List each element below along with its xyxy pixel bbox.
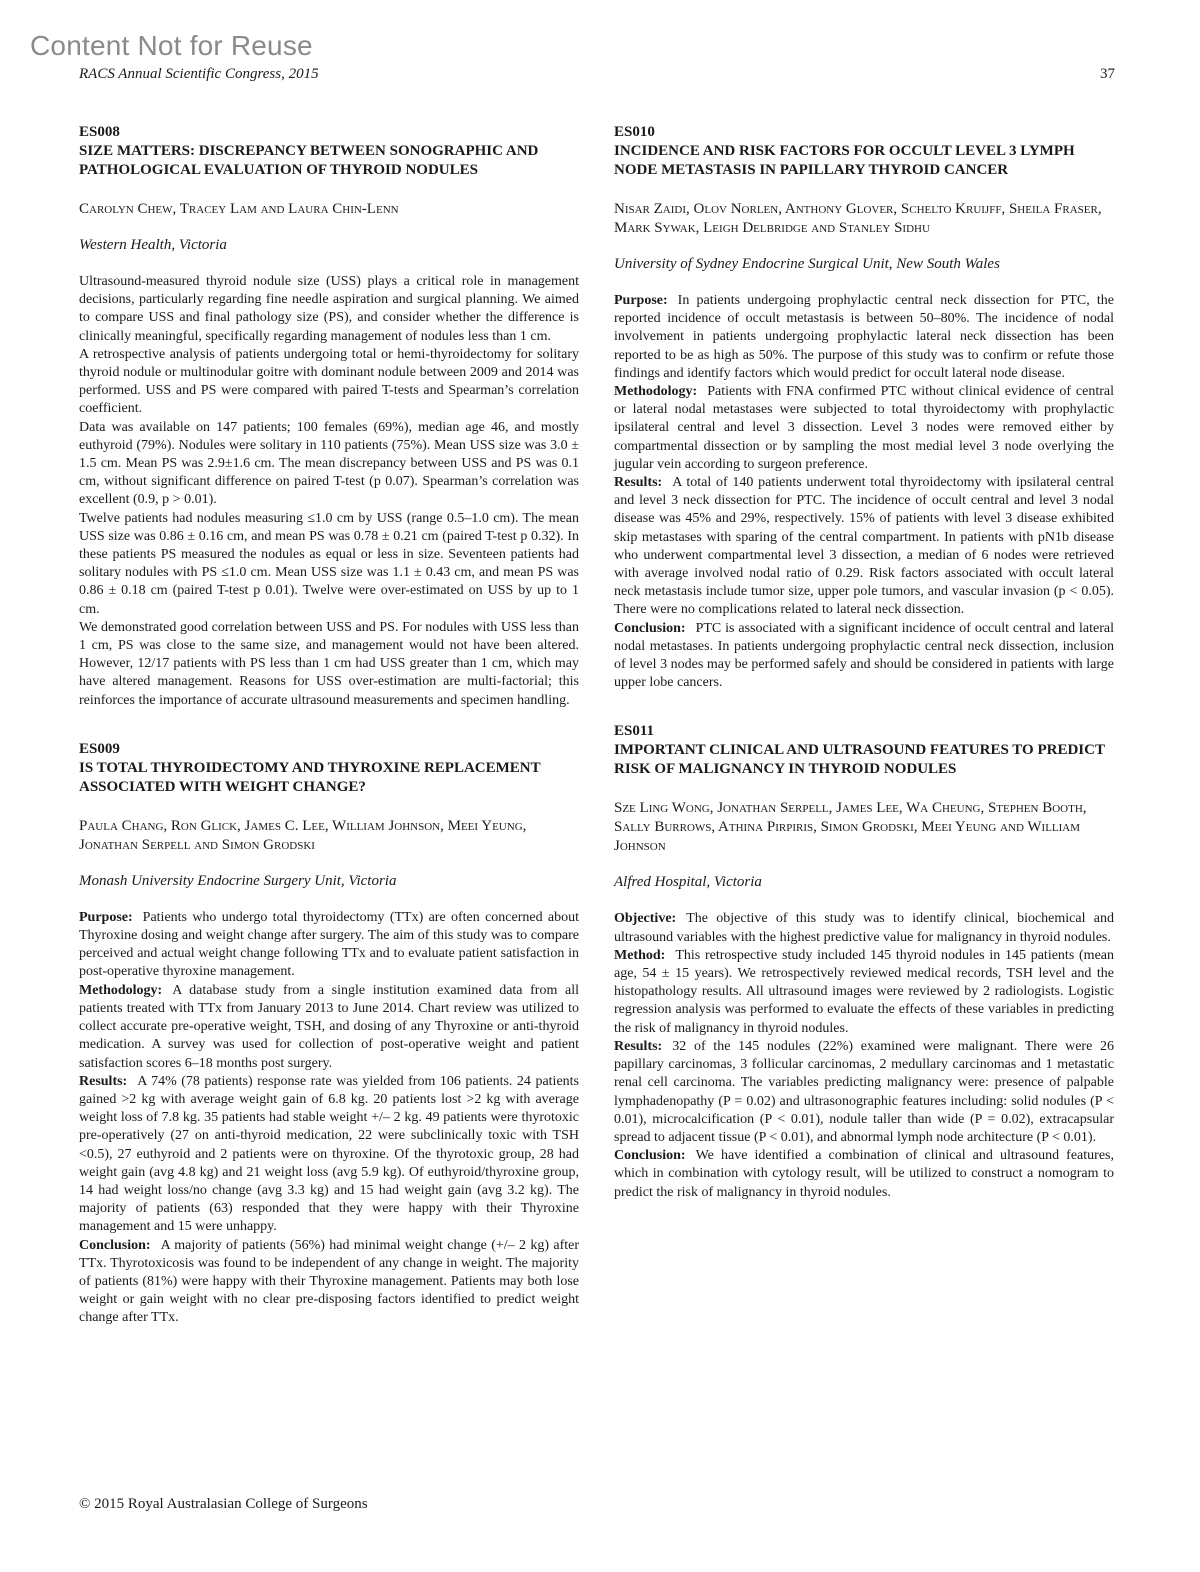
running-header: RACS Annual Scientific Congress, 2015 xyxy=(79,66,319,82)
abstract-authors: Nisar Zaidi, Olov Norlen, Anthony Glover, Schelto Kruijff, Sheila Fraser, Mark Sywak, Leigh Delbridge and Stanley Sidhu xyxy=(614,201,1102,236)
abstract-title: IMPORTANT CLINICAL AND ULTRASOUND FEATURES TO PREDICT RISK OF MALIGNANCY IN THYROID NODULES xyxy=(614,742,1105,778)
section-label: Results: xyxy=(79,1073,128,1089)
abstract-affiliation: Western Health, Victoria xyxy=(79,237,227,253)
abstract-body xyxy=(79,273,579,710)
section-text: A 74% (78 patients) response rate was yielded from 106 patients. 24 patients gained >2 kg with average weight gain of 6.8 kg. 20 patients lost >2 kg with average weight loss of 7.8 kg. 35 patients had stable weight +/– 2 kg. 49 patients were thyrotoxic pre-operatively (27 on anti-thyroid medication, 22 were subclinically toxic with TSH <0.5), 27 euthyroid and 2 patients were on thyroxine. Of the thyrotoxic group, 28 had weight gain (avg 4.8 kg) and 21 weight loss (avg 5.9 kg). Of euthyroid/thyroxine group, 14 had weight loss/no change (avg 3.3 kg) and 15 had weight gain (avg 3.2 kg). The majority of patients (63) responded that they were happy with their Thyroxine management and 15 were unhappy. xyxy=(79,1073,579,1235)
abstract-es009 xyxy=(79,740,579,1328)
abstract-section xyxy=(614,910,1114,946)
abstract-authors: Paula Chang, Ron Glick, James C. Lee, William Johnson, Meei Yeung, Jonathan Serpell and Simon Grodski xyxy=(79,817,527,853)
section-label: Conclusion: xyxy=(79,1237,151,1253)
abstract-section xyxy=(614,474,1114,620)
section-text: We have identified a combination of clinical and ultrasound features, which in combination with cytology result, will be utilized to construct a nomogram to predict the risk of malignancy in thyroid nodules. xyxy=(614,1148,1114,1200)
abstract-paragraph: Data was available on 147 patients; 100 females (69%), median age 46, and mostly euthyroid (79%). Nodules were solitary in 110 patients (75%). Mean USS size was 3.0 ± 1.5 cm. Mean PS was 2.9±1.6 cm. The mean discrepancy between USS and PS was 0.1 cm, without significant difference on paired T-test (p 0.07). Spearman’s correlation was excellent (0.9, p > 0.01). xyxy=(79,419,579,508)
left-column xyxy=(79,123,579,1358)
abstract-section xyxy=(614,383,1114,474)
section-label: Conclusion: xyxy=(614,620,686,636)
section-text: Patients who undergo total thyroidectomy (TTx) are often concerned about Thyroxine dosing and weight change after surgery. The aim of this study was to compare perceived and actual weight change following TTx and to evaluate patient satisfaction in post-operative thyroxine management. xyxy=(79,909,579,980)
section-label: Methodology: xyxy=(614,384,698,400)
right-column xyxy=(614,123,1114,1232)
abstract-id: ES010 xyxy=(614,124,655,140)
section-text: The objective of this study was to identify clinical, biochemical and ultrasound variables with the highest predictive value for malignancy in thyroid nodules. xyxy=(614,911,1114,945)
page-number: 37 xyxy=(1100,66,1115,82)
abstract-section xyxy=(79,909,579,982)
copyright-footer: © 2015 Royal Australasian College of Surgeons xyxy=(79,1496,368,1512)
section-label: Conclusion: xyxy=(614,1148,686,1164)
abstract-section xyxy=(614,947,1114,1038)
abstract-affiliation: University of Sydney Endocrine Surgical Unit, New South Wales xyxy=(614,256,1000,272)
abstract-body xyxy=(614,910,1114,1201)
abstract-id: ES008 xyxy=(79,124,120,140)
section-text: A total of 140 patients underwent total thyroidectomy with ipsilateral central and level 3 neck dissection for PTC. The incidence of occult central and level 3 nodal disease was 45% and 29%, respectively. 15% of patients with level 3 disease exhibited skip metastases with sparing of the central compartment. In patients with pN1b disease who underwent compartmental level 3 dissection, a median of 6 nodes were retrieved with average involved nodal ratio of 0.29. Risk factors associated with occult lateral neck metastasis include tumor size, upper pole tumors, and vascular invasion (p < 0.05). There were no complications related to lateral neck dissection. xyxy=(614,475,1114,618)
section-text: Patients with FNA confirmed PTC without clinical evidence of central or lateral nodal metastases were subjected to total thyroidectomy with prophylactic ipsilateral central and level 3 dissection. Level 3 nodes were removed either by compartmental dissection or by sampling the most medial level 3 node overlying the jugular vein according to surgeon preference. xyxy=(614,384,1114,472)
section-label: Results: xyxy=(614,475,663,491)
abstract-authors: Sze Ling Wong, Jonathan Serpell, James Lee, Wa Cheung, Stephen Booth, Sally Burrows, Athina Pirpiris, Simon Grodski, Meei Yeung and William Johnson xyxy=(614,800,1087,855)
abstract-body xyxy=(614,292,1114,692)
abstract-section xyxy=(614,1038,1114,1147)
abstract-paragraph: We demonstrated good correlation between USS and PS. For nodules with USS less than 1 cm, PS was close to the same size, and management would not have been altered. However, 12/17 patients with PS less than 1 cm had USS greater than 1 cm, which may have altered management. Reasons for USS over-estimation are multi-factorial; this reinforces the importance of accurate ultrasound measurements and specimen handling. xyxy=(79,619,579,708)
abstract-body xyxy=(79,909,579,1328)
section-label: Purpose: xyxy=(79,909,133,925)
abstract-section xyxy=(614,620,1114,693)
abstract-es008 xyxy=(79,123,579,710)
abstract-es010 xyxy=(614,123,1114,692)
abstract-title: SIZE MATTERS: DISCREPANCY BETWEEN SONOGRAPHIC AND PATHOLOGICAL EVALUATION OF THYROID NODULES xyxy=(79,143,539,178)
abstract-title: INCIDENCE AND RISK FACTORS FOR OCCULT LEVEL 3 LYMPH NODE METASTASIS IN PAPILLARY THYROID CANCER xyxy=(614,143,1075,178)
abstract-section xyxy=(79,1237,579,1328)
abstract-affiliation: Monash University Endocrine Surgery Unit, Victoria xyxy=(79,872,397,889)
section-text: This retrospective study included 145 thyroid nodules in 145 patients (mean age, 54 ± 15 years). We retrospectively reviewed medical records, TSH level and the histopathology results. All ultrasound images were reviewed by 2 radiologists. Logistic regression analysis was performed to evaluate the effects of these variables in predicting the risk of malignancy in thyroid nodules. xyxy=(614,947,1114,1036)
section-text: A majority of patients (56%) had minimal weight change (+/– 2 kg) after TTx. Thyrotoxicosis was found to be independent of any change in weight. The majority of patients (81%) were happy with their Thyroxine management. Patients may both lose weight or gain weight with no clear pre-disposing factors identified to predict weight change after TTx. xyxy=(79,1237,579,1326)
section-label: Methodology: xyxy=(79,982,163,998)
section-label: Method: xyxy=(614,947,666,963)
abstract-paragraph: A retrospective analysis of patients undergoing total or hemi-thyroidectomy for solitary thyroid nodule or multinodular goitre with dominant nodule between 2009 and 2014 was performed. USS and PS were compared with paired T-tests and Spearman’s correlation coefficient. xyxy=(79,346,579,417)
abstract-title: IS TOTAL THYROIDECTOMY AND THYROXINE REPLACEMENT ASSOCIATED WITH WEIGHT CHANGE? xyxy=(79,759,541,795)
abstract-section xyxy=(79,982,579,1073)
abstract-paragraph: Ultrasound-measured thyroid nodule size (USS) plays a critical role in management decisions, particularly regarding fine needle aspiration and surgical planning. We aimed to compare USS and final pathology size (PS), and consider whether the difference is clinically meaningful, specifically regarding management of nodules less than 1 cm. xyxy=(79,274,579,344)
section-text: 32 of the 145 nodules (22%) examined were malignant. There were 26 papillary carcinomas, 3 follicular carcinomas, 2 medullary carcinomas and 1 metastatic renal cell carcinoma. The variables predicting malignancy were: presence of palpable lymphadenopathy (P = 0.02) and ultrasonographic features including: solid nodules (P < 0.01), microcalcification (P < 0.01), nodule taller than wide (P = 0.02), extracapsular spread to adjacent tissue (P < 0.01), and abnormal lymph node architecture (P < 0.01). xyxy=(614,1038,1114,1145)
section-text: A database study from a single institution examined data from all patients treated with TTx from January 2013 to June 2014. Chart review was utilized to collect accurate pre-operative weight, TSH, and dosing of any Thyroxine or anti-thyroid medication. A survey was used for collection of post-operative weight and patient satisfaction scores 6–18 months post surgery. xyxy=(79,982,579,1071)
watermark: Content Not for Reuse xyxy=(30,30,313,61)
section-label: Objective: xyxy=(614,911,677,927)
section-text: PTC is associated with a significant incidence of occult central and lateral nodal metastases. In patients undergoing prophylactic central neck dissection, inclusion of level 3 nodes may be performed safely and should be considered in patients with large upper lobe cancers. xyxy=(614,620,1114,691)
abstract-id: ES009 xyxy=(79,740,120,757)
abstract-section xyxy=(614,292,1114,383)
section-label: Results: xyxy=(614,1038,663,1054)
abstract-affiliation: Alfred Hospital, Victoria xyxy=(614,874,762,891)
abstract-section xyxy=(79,1073,579,1237)
abstract-section xyxy=(614,1147,1114,1202)
section-text: In patients undergoing prophylactic central neck dissection for PTC, the reported incidence of occult metastasis is between 50–80%. The incidence of nodal involvement in patients undergoing prophylactic lateral neck dissection has been reported to be as high as 50%. The purpose of this study was to confirm or refute those findings and identify factors which would predict for occult lateral node disease. xyxy=(614,293,1114,381)
section-label: Purpose: xyxy=(614,293,668,308)
abstract-paragraph: Twelve patients had nodules measuring ≤1.0 cm by USS (range 0.5–1.0 cm). The mean USS size was 0.86 ± 0.16 cm, and mean PS was 0.78 ± 0.21 cm (paired T-test p 0.32). In these patients PS measured the nodules as equal or less in size. Seventeen patients had solitary nodules with PS ≤1.0 cm. Mean USS size was 1.1 ± 0.43 cm, and mean PS was 0.86 ± 0.18 cm (paired T-test p 0.01). Twelve were over-estimated on USS by up to 1 cm. xyxy=(79,510,579,617)
abstract-authors: Carolyn Chew, Tracey Lam and Laura Chin-Lenn xyxy=(79,201,399,217)
abstract-es011 xyxy=(614,722,1114,1201)
abstract-id: ES011 xyxy=(614,723,655,740)
